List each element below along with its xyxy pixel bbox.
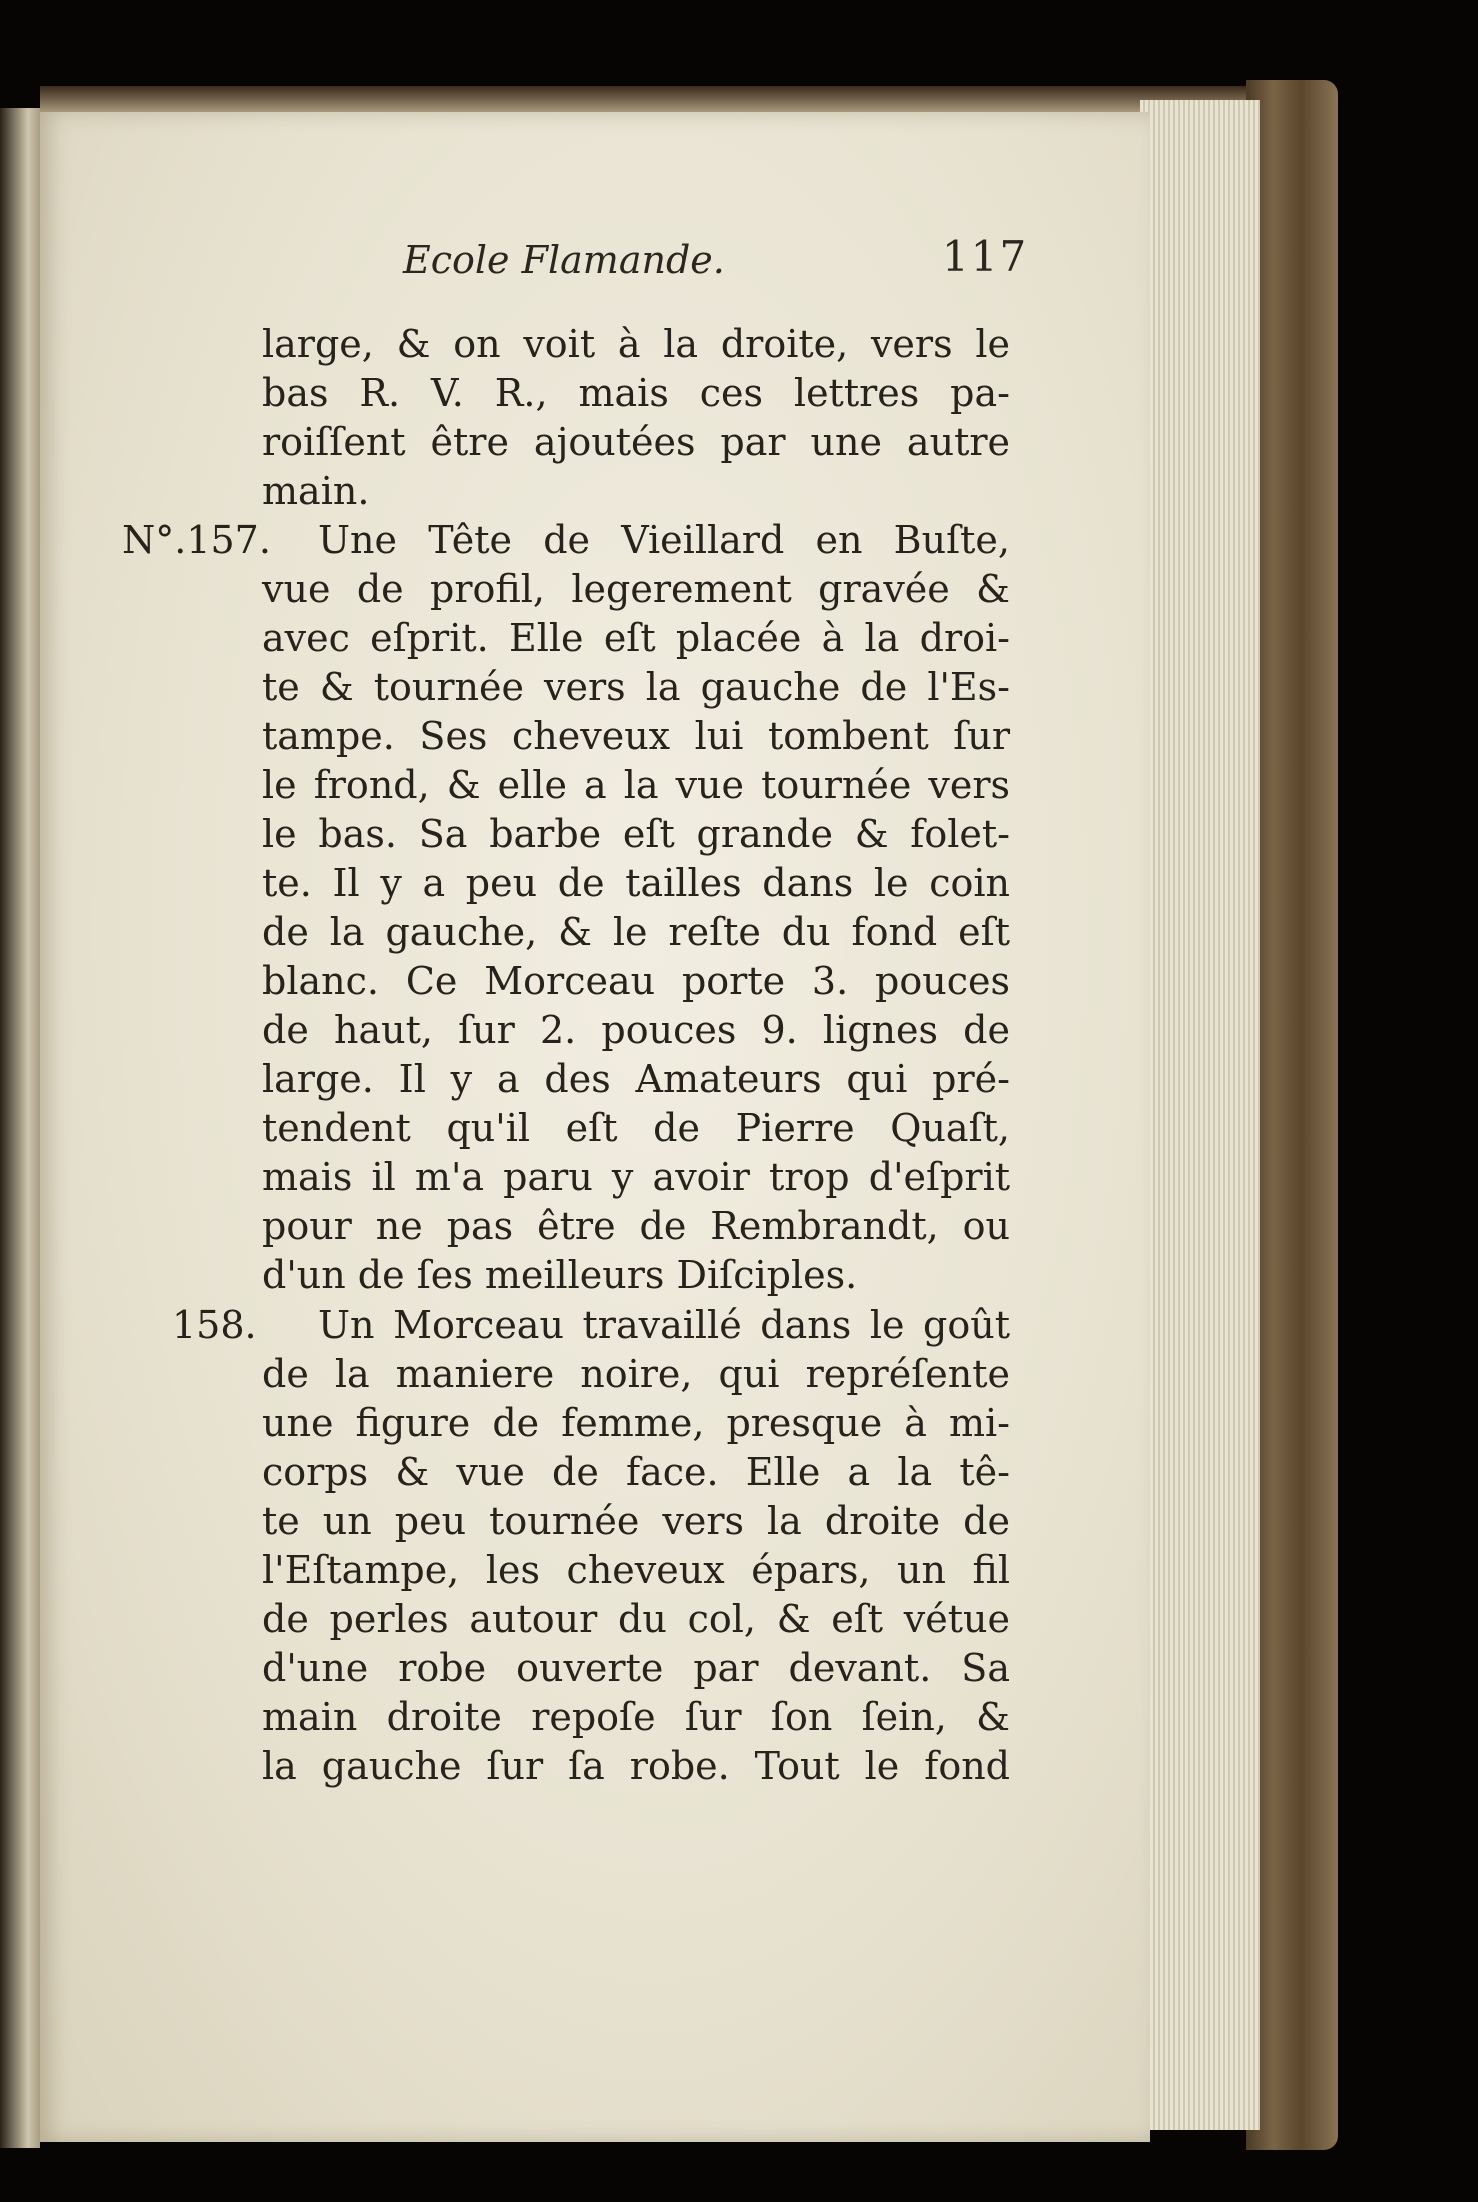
- entry-number: 158.: [172, 1303, 257, 1347]
- text-line: d'un de ſes meilleurs Diſciples.: [262, 1253, 858, 1297]
- running-title: Ecole Flamande.: [403, 238, 725, 282]
- entry-number: N°.157.: [122, 518, 271, 562]
- text-line: l'Eſtampe, les cheveux épars, un fil: [262, 1548, 1010, 1592]
- text-line: de la gauche, & le reſte du fond eſt: [262, 910, 1010, 954]
- text-line: roiſſent être ajoutées par une autre: [262, 420, 1010, 464]
- text-line: large. Il y a des Amateurs qui pré-: [262, 1057, 1010, 1101]
- text-line: bas R. V. R., mais ces lettres pa-: [262, 371, 1010, 415]
- text-line: te & tournée vers la gauche de l'Es-: [262, 665, 1010, 709]
- text-line: blanc. Ce Morceau porte 3. pouces: [262, 959, 1010, 1003]
- text-line: de la maniere noire, qui repréſente: [262, 1352, 1010, 1396]
- text-line: vue de profil, legerement gravée &: [262, 567, 1010, 611]
- text-line: corps & vue de face. Elle a la tê-: [262, 1450, 1010, 1494]
- text-line: Une Tête de Vieillard en Buſte,: [318, 518, 1010, 562]
- text-line: main.: [262, 469, 370, 513]
- text-line: mais il m'a paru y avoir trop d'eſprit: [262, 1155, 1010, 1199]
- facing-page-edge: [0, 108, 40, 2148]
- text-line: te. Il y a peu de tailles dans le coin: [262, 861, 1010, 905]
- text-line: pour ne pas être de Rembrandt, ou: [262, 1204, 1010, 1248]
- text-line: avec eſprit. Elle eſt placée à la droi-: [262, 616, 1010, 660]
- text-line: une figure de femme, presque à mi-: [262, 1401, 1010, 1445]
- page-block-edges: [1140, 100, 1260, 2130]
- page-number: 117: [942, 232, 1029, 281]
- text-line: large, & on voit à la droite, vers le: [262, 322, 1010, 366]
- text-line: la gauche ſur ſa robe. Tout le fond: [262, 1744, 1010, 1788]
- text-line: de haut, ſur 2. pouces 9. lignes de: [262, 1008, 1010, 1052]
- text-line: Un Morceau travaillé dans le goût: [318, 1303, 1010, 1347]
- text-line: te un peu tournée vers la droite de: [262, 1499, 1010, 1543]
- text-line: d'une robe ouverte par devant. Sa: [262, 1646, 1010, 1690]
- text-line: main droite repoſe ſur ſon ſein, &: [262, 1695, 1010, 1739]
- text-line: de perles autour du col, & eſt vétue: [262, 1597, 1010, 1641]
- text-line: tampe. Ses cheveux lui tombent ſur: [262, 714, 1010, 758]
- text-line: tendent qu'il eſt de Pierre Quaſt,: [262, 1106, 1010, 1150]
- text-line: le bas. Sa barbe eſt grande & folet-: [262, 812, 1010, 856]
- text-line: le frond, & elle a la vue tournée vers: [262, 763, 1010, 807]
